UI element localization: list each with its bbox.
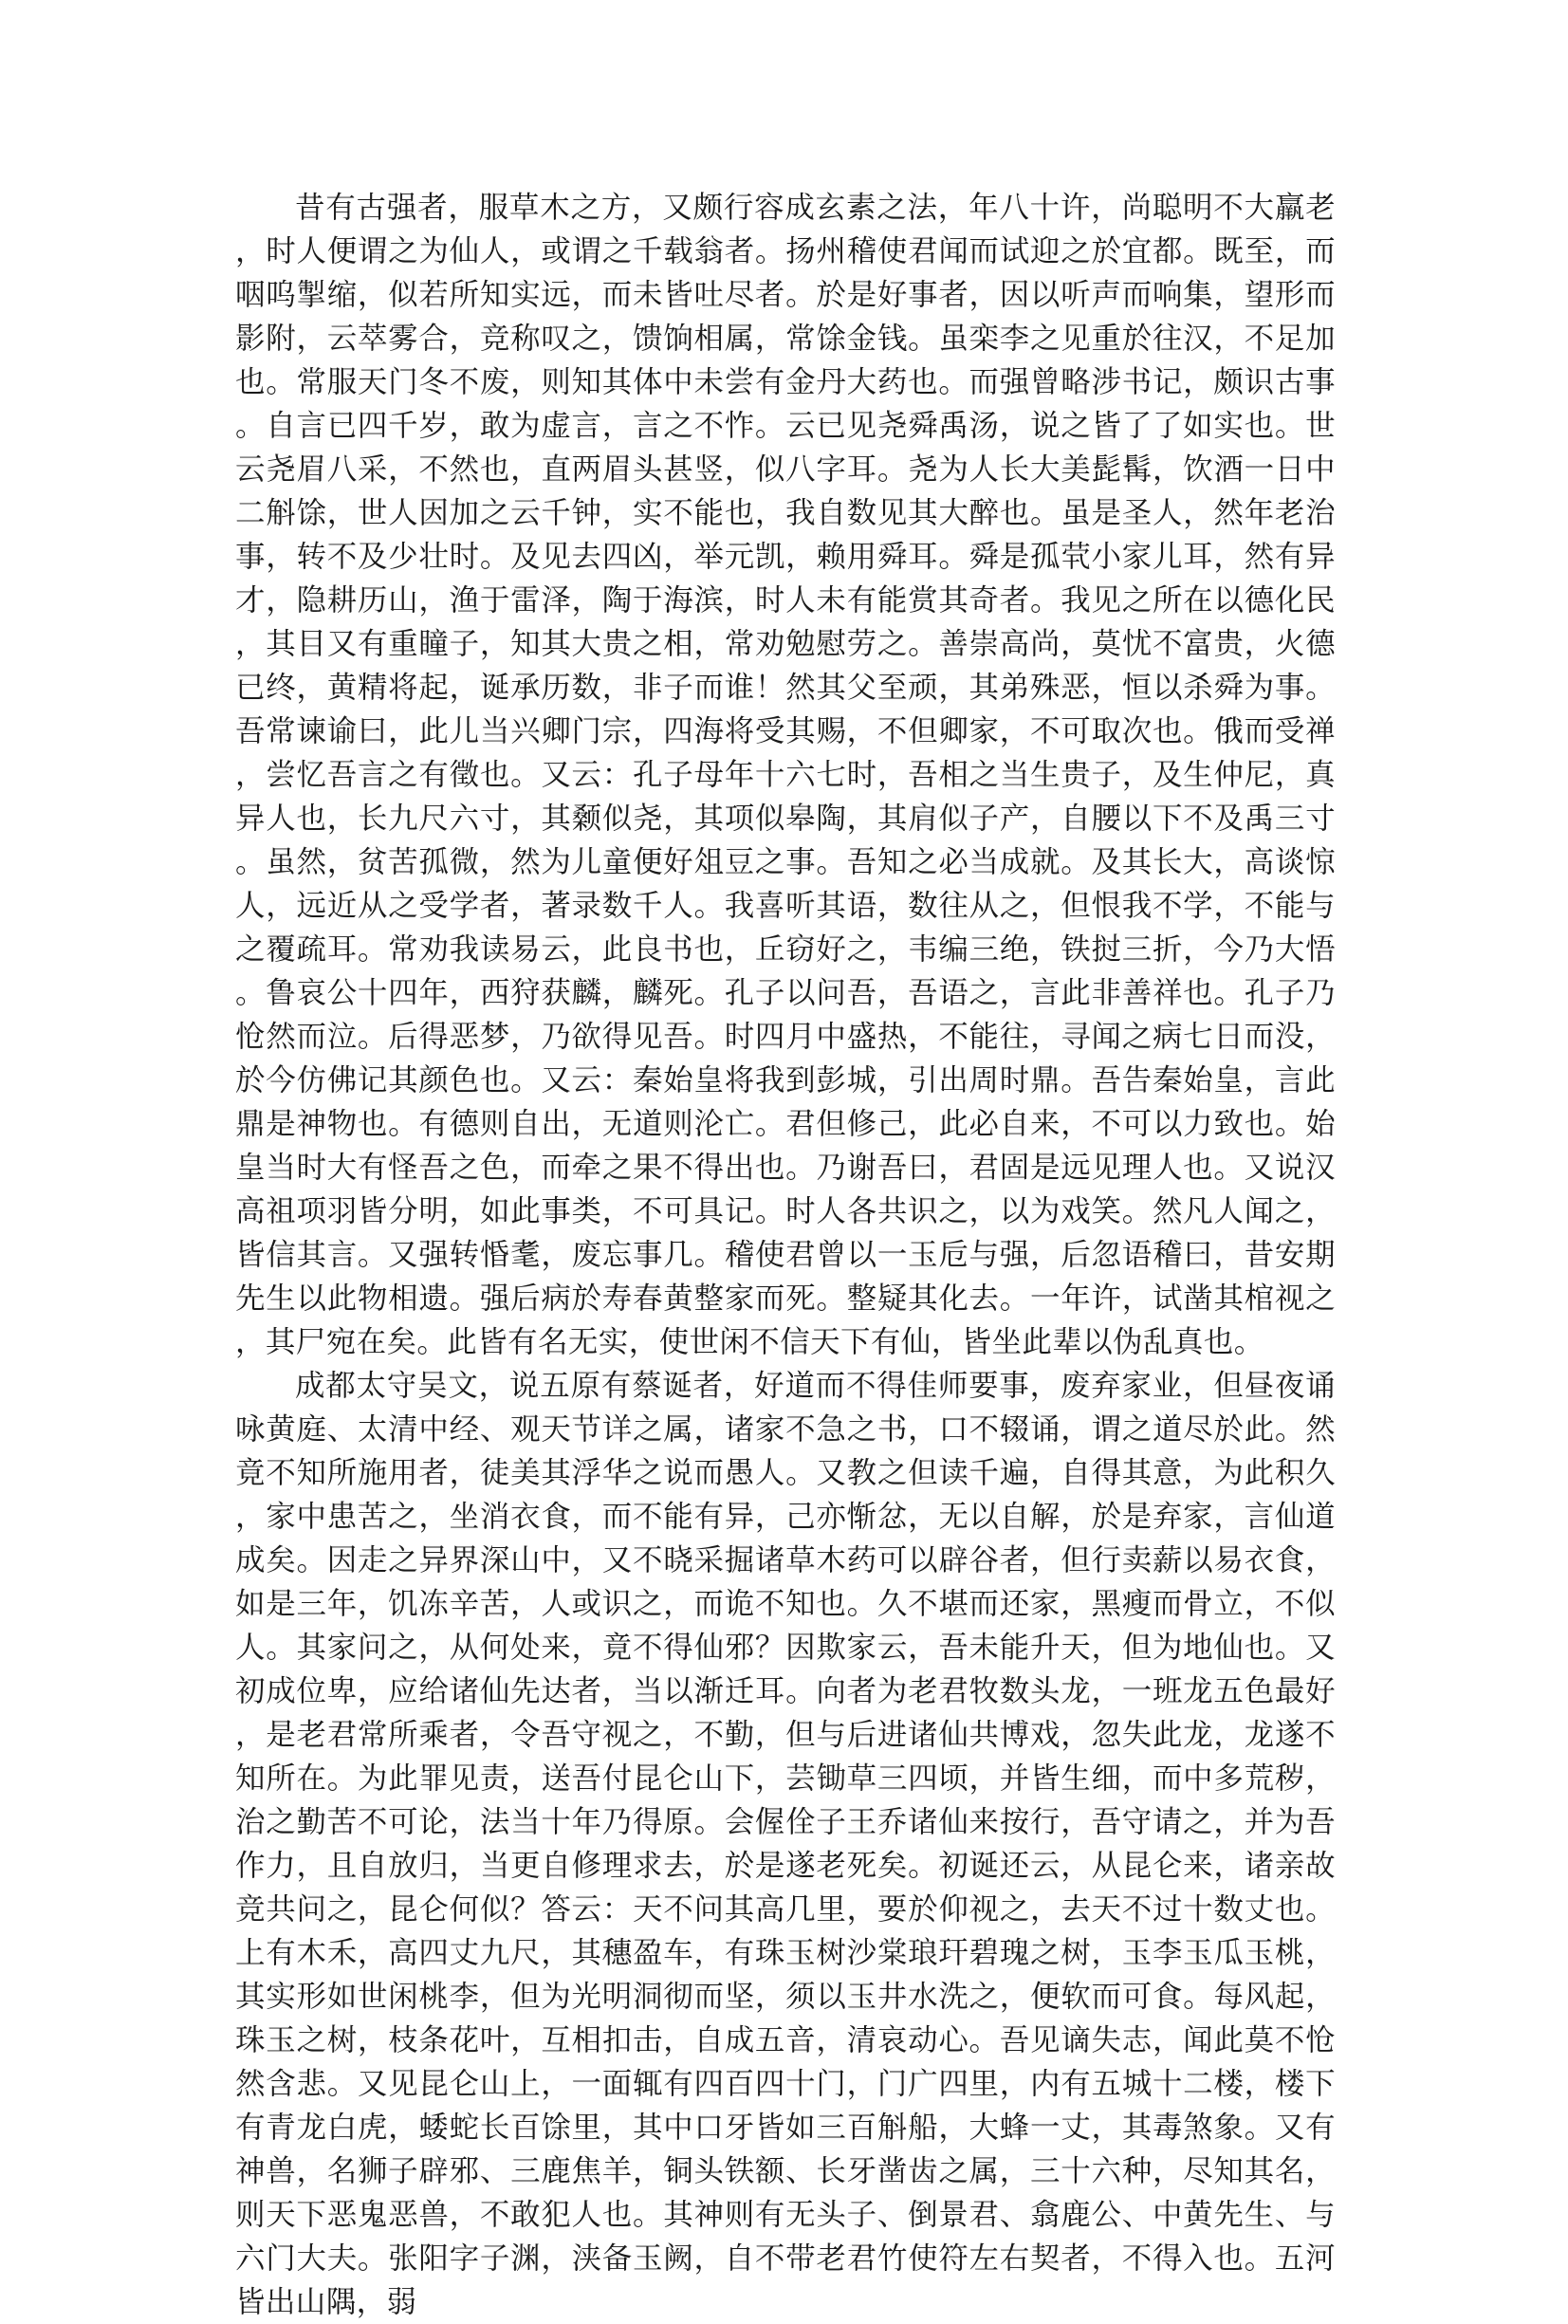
document-page <box>235 186 1336 2324</box>
paragraph-1: 昔有古强者，服草木之方，又颇行容成玄素之法，年八十许，尚聪明不大羸老，时人便谓之为仙人，或谓之千载翁者。扬州稽使君闻而试迎之於宜都。既至，而咽呜掣缩，似若所知实远，而未皆吐尽者。於是好事者，因以听声而响集，望形而影附，云萃雾合，竞称叹之，馈饷相属，常馀金钱。虽栾李之见重於往汉，不足加也。常服天门冬不废，则知其体中未尝有金丹大药也。而强曾略涉书记，颇识古事。自言已四千岁，敢为虚言，言之不怍。云已见尧舜禹汤，说之皆了了如实也。世云尧眉八采，不然也，直两眉头甚竖，似八字耳。尧为人长大美髭髯，饮酒一日中二斛馀，世人因加之云千钟，实不能也，我自数见其大醉也。虽是圣人，然年老治事，转不及少壮时。及见去四凶，举元凯，赖用舜耳。舜是孤茕小家儿耳，然有异才，隐耕历山，渔于雷泽，陶于海滨，时人未有能赏其奇者。我见之所在以德化民，其目又有重瞳子，知其大贵之相，常劝勉慰劳之。善崇高尚，莫忧不富贵，火德已终，黄精将起，诞承历数，非子而谁！然其父至顽，其弟殊恶，恒以杀舜为事。吾常谏谕曰，此儿当兴卿门宗，四海将受其赐，不但卿家，不可取次也。俄而受禅，尝忆吾言之有徵也。又云：孔子母年十六七时，吾相之当生贵子，及生仲尼，真异人也，长九尺六寸，其颡似尧，其项似皋陶，其肩似子产，自腰以下不及禹三寸。虽然，贫苦孤微，然为儿童便好俎豆之事。吾知之必当成就。及其长大，高谈惊人，远近从之受学者，著录数千人。我喜听其语，数往从之，但恨我不学，不能与之覆疏耳。常劝我读易云，此良书也，丘窃好之，韦编三绝，铁挝三折，今乃大悟。鲁哀公十四年，西狩获麟，麟死。孔子以问吾，吾语之，言此非善祥也。孔子乃怆然而泣。后得恶梦，乃欲得见吾。时四月中盛热，不能往，寻闻之病七日而没，於今仿佛记其颜色也。又云：秦始皇将我到彭城，引出周时鼎。吾告秦始皇，言此鼎是神物也。有德则自出，无道则沦亡。君但修己，此必自来，不可以力致也。始皇当时大有怪吾之色，而牵之果不得出也。乃谢吾曰，君固是远见理人也。又说汉高祖项羽皆分明，如此事类，不可具记。时人各共识之，以为戏笑。然凡人闻之，皆信其言。又强转惛耄，废忘事几。稽使君曾以一玉卮与强，后忽语稽曰，昔安期先生以此物相遗。强后病於寿春黄整家而死。整疑其化去。一年许，试凿其棺视之，其尸宛在矣。此皆有名无实，使世闲不信天下有仙，皆坐此辈以伪乱真也。 <box>235 191 1336 1359</box>
paragraph-2: 成都太守吴文，说五原有蔡诞者，好道而不得佳师要事，废弃家业，但昼夜诵咏黄庭、太清中经、观天节详之属，诸家不急之书，口不辍诵，谓之道尽於此。然竟不知所施用者，徒美其浮华之说而愚人。又教之但读千遍，自得其意，为此积久，家中患苦之，坐消衣食，而不能有异，己亦惭忿，无以自解，於是弃家，言仙道成矣。因走之异界深山中，又不晓采掘诸草木药可以辟谷者，但行卖薪以易衣食，如是三年，饥冻辛苦，人或识之，而诡不知也。久不堪而还家，黑瘦而骨立，不似人。其家问之，从何处来，竟不得仙邪？因欺家云，吾未能升天，但为地仙也。又初成位卑，应给诸仙先达者，当以渐迁耳。向者为老君牧数头龙，一班龙五色最好，是老君常所乘者，令吾守视之，不勤，但与后进诸仙共博戏，忽失此龙，龙遂不知所在。为此罪见责，送吾付昆仑山下，芸锄草三四顷，并皆生细，而中多荒秽，治之勤苦不可论，法当十年乃得原。会偓佺子王乔诸仙来按行，吾守请之，并为吾作力，且自放归，当更自修理求去，於是遂老死矣。初诞还云，从昆仑来，诸亲故竞共问之，昆仑何似？答云：天不问其高几里，要於仰视之，去天不过十数丈也。上有木禾，高四丈九尺，其穗盈车，有珠玉树沙棠琅玕碧瑰之树，玉李玉瓜玉桃，其实形如世闲桃李，但为光明洞彻而坚，须以玉井水洗之，便软而可食。每风起，珠玉之树，枝条花叶，互相扣击，自成五音，清哀动心。吾见谪失志，闻此莫不怆然含悲。又见昆仑山上，一面辄有四百四十门，门广四里，内有五城十二楼，楼下有青龙白虎，蜲蛇长百馀里，其中口牙皆如三百斛船，大蜂一丈，其毒煞象。又有神兽，名狮子辟邪、三鹿焦羊，铜头铁额、长牙凿齿之属，三十六种，尽知其名，则天下恶鬼恶兽，不敢犯人也。其神则有无头子、倒景君、翕鹿公、中黄先生、与六门大夫。张阳字子渊，浃备玉阙，自不带老君竹使符左右契者，不得入也。五河皆出山隅，弱 <box>235 1369 1336 2319</box>
